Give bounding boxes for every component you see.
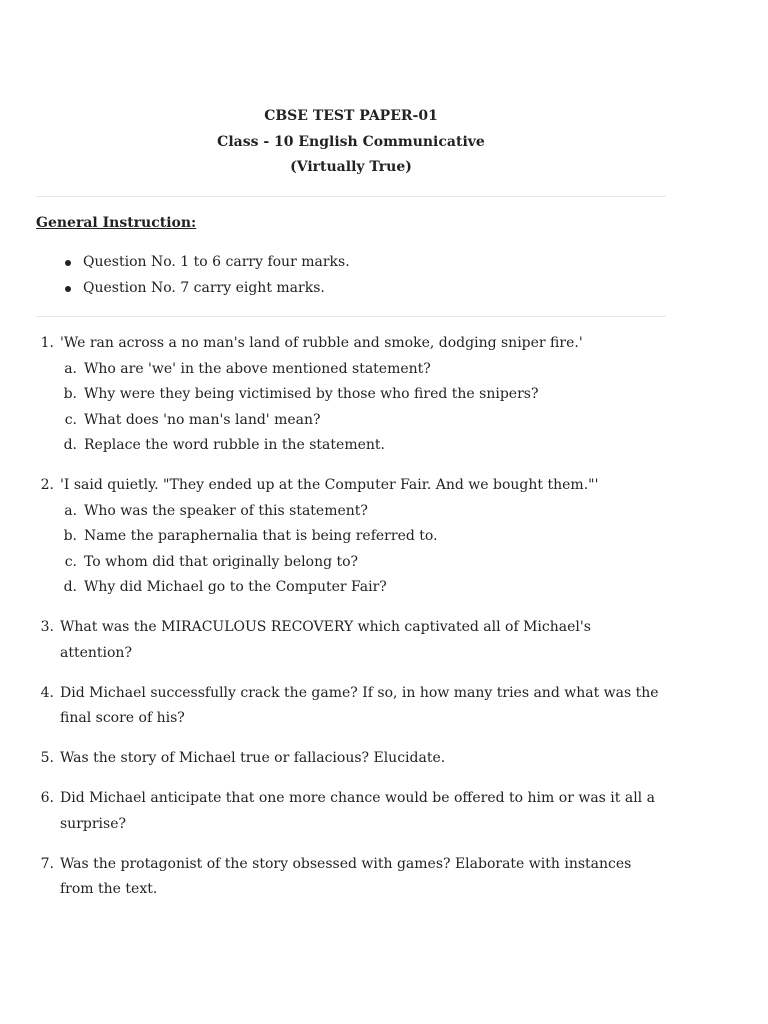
question-text: Was the story of Michael true or fallacious? Elucidate. — [60, 750, 446, 766]
sub-question-text: Who are 'we' in the above mentioned statement? — [84, 360, 431, 377]
sub-question — [60, 357, 666, 383]
question-number: 3. — [40, 619, 54, 635]
paper-title-line-1: CBSE TEST PAPER-01 — [264, 108, 438, 124]
instruction-text: Question No. 1 to 6 carry four marks. — [83, 254, 350, 270]
sub-question — [60, 408, 666, 434]
sub-question — [60, 433, 666, 459]
sub-question-list — [60, 357, 666, 459]
sub-question-text: What does 'no man's land' mean? — [84, 411, 321, 428]
instruction-divider — [36, 316, 666, 317]
sub-question-list — [60, 499, 666, 601]
question-list — [36, 331, 666, 903]
question-item-3 — [36, 615, 666, 666]
question-item-7 — [36, 852, 666, 903]
sub-question-letter: a. — [64, 502, 77, 519]
question-text: 'I said quietly. "They ended up at the Computer Fair. And we bought them."' — [60, 477, 599, 493]
question-number: 2. — [40, 477, 54, 493]
general-instruction-heading: General Instruction: — [36, 214, 197, 231]
sub-question-text: Why did Michael go to the Computer Fair? — [84, 579, 387, 595]
bullet-icon — [65, 286, 71, 292]
test-paper-page — [36, 104, 666, 917]
sub-question-text: Who was the speaker of this statement? — [84, 502, 368, 519]
sub-question-letter: c. — [64, 553, 77, 570]
paper-title-line-3: (Virtually True) — [290, 159, 412, 175]
sub-question — [60, 499, 666, 525]
question-item-5 — [36, 746, 666, 772]
instruction-list — [36, 250, 666, 301]
question-item-6 — [36, 786, 666, 837]
question-text: Was the protagonist of the story obsessed with games? Elaborate with instances from the text. — [60, 855, 632, 897]
paper-title — [36, 104, 666, 181]
sub-question-text: Why were they being victimised by those who fired the snipers? — [84, 386, 539, 402]
instruction-item — [83, 276, 666, 302]
sub-question — [60, 575, 666, 601]
sub-question-text: To whom did that originally belong to? — [84, 553, 359, 570]
sub-question-letter: b. — [63, 386, 77, 402]
paper-title-line-2: Class - 10 English Communicative — [217, 133, 485, 150]
instruction-item — [83, 250, 666, 276]
question-number: 1. — [40, 335, 54, 351]
question-number: 7. — [40, 855, 54, 872]
sub-question-text: Name the paraphernalia that is being referred to. — [84, 528, 438, 544]
sub-question — [60, 550, 666, 576]
question-item-2 — [36, 473, 666, 601]
bullet-icon — [65, 260, 71, 266]
sub-question-letter: a. — [64, 360, 77, 377]
header-divider — [36, 196, 666, 197]
sub-question-text: Replace the word rubble in the statement. — [84, 437, 385, 453]
question-number: 5. — [40, 750, 54, 766]
sub-question-letter: c. — [64, 411, 77, 428]
sub-question-letter: d. — [63, 437, 77, 453]
sub-question — [60, 524, 666, 550]
question-text: Did Michael successfully crack the game? If so, in how many tries and what was the final score of his? — [60, 684, 659, 726]
sub-question — [60, 382, 666, 408]
sub-question-letter: b. — [63, 528, 77, 544]
instruction-text: Question No. 7 carry eight marks. — [83, 279, 325, 296]
question-text: What was the MIRACULOUS RECOVERY which captivated all of Michael's attention? — [60, 619, 591, 661]
question-text: Did Michael anticipate that one more chance would be offered to him or was it all a surprise? — [60, 790, 655, 832]
question-number: 4. — [40, 684, 54, 701]
sub-question-letter: d. — [63, 579, 77, 595]
question-number: 6. — [40, 790, 54, 806]
question-item-4 — [36, 681, 666, 732]
question-text: 'We ran across a no man's land of rubble and smoke, dodging sniper fire.' — [60, 335, 583, 351]
question-item-1 — [36, 331, 666, 459]
